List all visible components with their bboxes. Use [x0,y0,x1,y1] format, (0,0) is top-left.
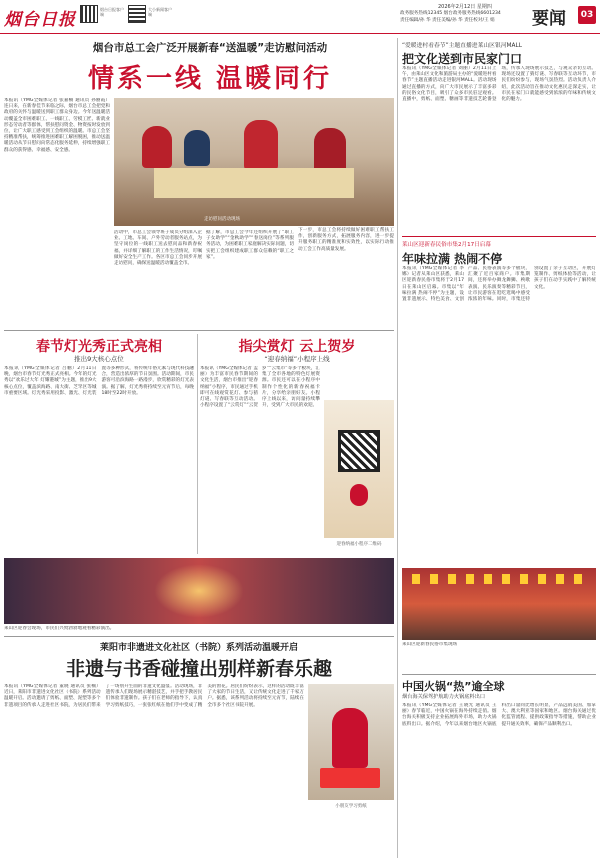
fair-paragraph: 本报讯（YMG全媒体记者 李娜）记者从莱山区获悉，莱山区迎新春民俗市集将于2月17日在莱山区启幕。市集以“年味拉满 热闹不停”为主题，设置非遗展示、特色美食、文创产品、民俗表演等多个板块，汇聚了近百家商户。市集期间，还将举办舞龙舞狮、秧歌表演、民乐演奏等精彩节目，让市民游客在逛吃逛喝中感受浓浓的年味。同时，市集还特别设置了亲子互动区，开展灯笼制作、剪纸体验等活动，让孩子们在动手实践中了解传统文化。 [402,266,596,303]
page-number: 03 [578,6,596,24]
newspaper-logo [4,5,78,30]
photo-person-3 [244,120,278,170]
couplet-body [200,366,320,552]
lead-headline: 情系一线 温暖同行 [87,64,333,94]
hotpot-headline: 中国火锅“热”逾全球 [402,680,505,693]
hotpot-paragraph: 本报讯（YMG全媒体记者 王晓光 通讯员 王丽）春节临近，中国火锅在海外持续走俏。烟台海关积极支持企业拓展海外市场，助力火锅底料出口。据介绍，今年以来烟台地区火锅底料出口量同比增长明显，产品远销美国、加拿大、澳大利亚等国家和地区。烟台海关通过优化监管流程、提供政策指导等措施，帮助企业提升通关效率，确保产品顺利出口。 [402,703,596,727]
sidebar-separator [402,236,596,237]
section-title: 要闻 [532,9,566,29]
books-kicker: 莱阳市非遗进文化社区（书院）系列活动温暖开启 [99,643,298,653]
performance-photo [4,558,394,624]
hotpot-subhead: 烟台海关保驾护航助力火锅底料出口 [402,694,486,700]
fair-photo-caption [402,642,596,670]
hotpot-separator [402,674,596,675]
lower-separator [4,636,394,637]
qr-code-icon [338,430,380,472]
date-line: 2026年2月12日 星期四 [438,4,492,10]
fair-photo [402,568,596,640]
mall-headline: 把文化送到市民家门口 [402,52,523,66]
couplet-headline: 指尖赏灯 云上贺岁 [238,339,356,355]
lead-kicker: 烟台市总工会广泛开展新春“送温暖”走访慰问活动 [92,42,328,54]
fair-photo-caption-text: 莱山区迎新春民俗市集现场 [402,642,458,647]
fair-kicker: 莱山区迎新春民俗市集2月17日启幕 [402,242,491,248]
lantern-paragraph: 本报讯（YMG全媒体记者 吕鹏）2月11日晚，烟台市春节灯光秀正式亮相。今年的灯光秀以“欢乐过大年 灯耀港城”为主题，推出9大核心点位，覆盖滨海路、南大街、芝罘区等城市重要区域。灯光秀采用投影、激光、灯光装置等多种形式，将传统年俗元素与现代科技融合，营造出浓厚的节日氛围。活动期间，市民游客可沿滨海路一路漫步，欣赏精彩的灯光表演。据了解，灯光秀将持续至元宵节后，每晚18时至22时开放。 [4,366,194,396]
couplet-image-caption: 迎春纳福小程序二维码 [336,542,382,547]
lead-column-4 [298,132,394,326]
papercut-icon [320,768,380,788]
fair-body [402,266,596,564]
qr-code-2[interactable] [128,5,146,23]
photo-caption: 走访慰问活动现场 [204,217,240,222]
couplet-paragraph: 本报讯（YMG全媒体记者 孟丽）为丰富市民春节期间的文化生活，烟台市推出“迎春纳福”小程序，市民通过手机即可在线观赏花灯、参与猜灯谜、写春联等互动活动。小程序设置了“云赏灯”“云贺岁”“云集市”等多个板块，汇集了全市各地的特色灯展资源。市民还可以在小程序中制作个性化的新春祝福卡片，分享给亲朋好友。小程序上线以来，访问量持续攀升，受到广大市民的欢迎。 [200,366,320,409]
column-divider [397,38,398,858]
photo-person-2 [184,130,210,166]
child-figure [332,708,368,768]
stage-light [154,564,244,618]
lead-column-2 [114,230,202,326]
books-photo [308,684,394,800]
hotpot-body [402,703,596,859]
qr1-caption: 烟台日报客户端 [100,7,124,17]
lead-column-3 [206,230,294,326]
lead-paragraph-4: 下一步，市总工会将持续做好困难职工帮扶工作，创新服务方式，拓展服务内容，进一步提升服务职工的精准度和实效性，以实际行动推动工会工作高质量发展。 [298,228,394,252]
lantern-body [4,366,194,552]
books-headline: 非遗与书香碰撞出别样新春乐趣 [65,658,332,680]
lead-column-1 [4,98,110,326]
mid-separator [4,330,394,331]
fair-headline: 年味拉满 热闹不停 [402,252,503,266]
fair-lanterns [412,574,586,584]
meta-line-2: 责任编辑/孙 华 责任美编/孙 华 责任校对/王 娟 [400,18,495,23]
books-photo-caption: 小朋友学习剪纸 [335,804,367,809]
lead-paragraph-2: 活动中，市总工会领导班子成员分组深入企业、工地、车间、户外劳动者服务站点，为坚守岗位的一线职工送去慰问品和新春祝福，并详细了解职工的工作生活情况，叮嘱做好安全生产工作。各区市总工会同步开展走访慰问，确保送温暖活动覆盖全市。 [114,230,202,267]
mall-body [402,66,596,232]
photo-person-1 [142,126,172,168]
masthead [0,0,600,34]
article-divider [197,334,198,554]
books-body [4,684,304,860]
logo-text: 烟台日报 [4,10,76,30]
mall-kicker: “爱暖进村看春节”主题直播进莱山区银河MALL [402,43,522,49]
lead-paragraph-1: 本报讯（YMG全媒体记者 张嘉楠 通讯员 孙丽霞）连日来，在新春佳节来临之际，烟台市总工会把党和政府的关怀与温暖送到职工群众身边。今年送温暖活动覆盖全市困难职工、一线职工、劳模工匠、新就业形态劳动者等群体，帮扶慰问资金、物资按时发放到位，让广大职工感受到工会组织的温暖。市总工会坚持精准帮扶，统筹推进困难职工解困脱困，推动送温暖活动从节日慰问向常态化服务延伸，持续增强职工群众的获得感、幸福感、安全感。 [4,98,110,153]
lantern-icon [350,484,368,506]
couplet-subhead: “迎春纳福”小程序上线 [264,355,330,363]
photo-row-caption: 莱山区迎春会现场，市民们兴致勃勃地观看精彩演出。 [4,626,115,631]
books-paragraph: 本报讯（YMG全媒体记者 董晓 通讯员 张楠）近日，莱阳市非遗进文化社区（书院）系列活动温暖开启。活动邀请了剪纸、面塑、泥塑等多个非遗项目的传承人走进社区书院，为居民们带来了一场别开生面的非遗文化盛宴。活动现场，非遗传承人们现场展示精湛技艺，并手把手教居民们体验非遗制作。孩子们在老师的指导下，认真学习剪纸技巧，一张张红纸在他们手中变成了精美的窗花。居民们纷纷表示，这样的活动既丰富了大家的节日生活，又让传统文化走进了千家万户。据悉，该系列活动将持续至元宵节，陆续在全市多个社区书院开展。 [4,684,304,708]
mall-paragraph: 本报讯（YMG全媒体记者 刘丽）2月11日上午，由莱山区文化和旅游局主办的“爱暖进村看春节”主题直播活动走进银河MALL。活动现场通过直播的方式，向广大市民展示了丰富多彩的民俗文化节目，吸引了众多市民驻足观看。直播中，剪纸、面塑、糖画等非遗技艺轮番登场，传承人现场展示技艺，与观众亲切互动。现场还设置了猜灯谜、写春联等互动环节，市民们纷纷参与，现场气氛热烈。活动负责人介绍，此次活动旨在推动文化惠民走深走实，让市民在家门口就能感受到浓浓的年味和传统文化的魅力。 [402,66,596,103]
qr2-caption: 大小新闻客户端 [148,7,172,17]
meta-line-1: 政务服务热线12345 烟台政务服务热线6601234 [400,11,501,16]
lantern-headline: 春节灯光秀正式亮相 [36,339,162,355]
qr-code-1[interactable] [80,5,98,23]
lantern-subhead: 推出9大核心点位 [74,355,124,363]
couplet-image [324,400,394,538]
lead-paragraph-3: 据了解，市总工会今年还组织开展了“职工子女助学”“金秋助学”“春送岗位”等系列服务活动，为困难职工家庭解决实际问题，切实把工会组织建成职工群众信赖的“职工之家”。 [206,230,294,260]
